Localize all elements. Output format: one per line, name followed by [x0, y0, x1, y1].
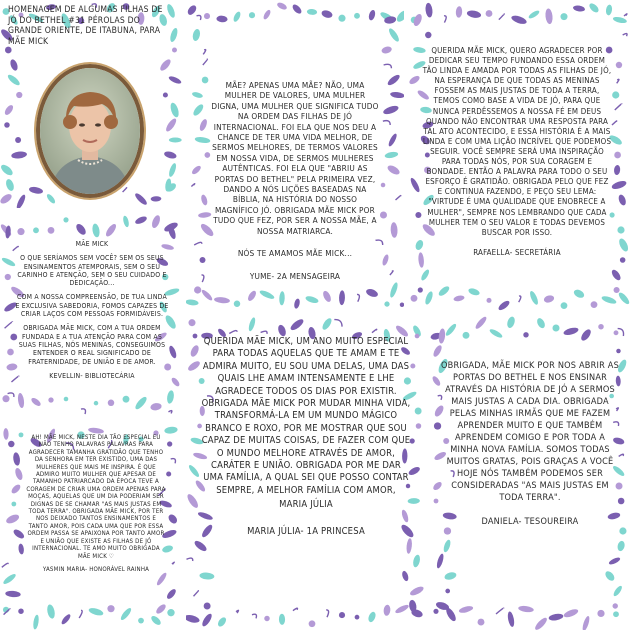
message-signature: DANIELA- TESOUREIRA	[481, 517, 579, 527]
message-kevellin	[14, 240, 170, 384]
message-daniela	[440, 360, 620, 532]
message-body-2: COM A NOSSA COMPREENSÃO, DE TUA LINDA E EXCLUSIVA SABEDORIA, FOMOS CAPAZES DE CRIAR LAÇOS COM PESSOAS FORMIDÁVEIS.	[15, 293, 169, 319]
panel-message-kevellin	[0, 212, 182, 420]
message-body: MÃE? APENAS UMA MÃE? NÃO, UMA MULHER DE VALORES, UMA MULHER DIGNA, UMA MULHER QUE SIGNIFICA TUDO NA ORDEM DAS FILHAS DE JÓ INTERNACIONAL. FOI ELA QUE NOS DEU A CHANCE DE TER UMA VIDA MELHOR, DE SERMOS MELHORES, DE TERMOS VALORES EM NOSSA VIDA, DE SERMOS MULHERES AUTÊNTICAS. FOI ELA QUE "ABRIU AS PORTAS DO BETHEL" PELA PRIMEIRA VEZ, DANDO A NÓS LIÇÕES BASEADAS NA BÍBLIA, NA HISTÓRIA DO NOSSO MAGNÍFICO JÓ. OBRIGADA MÃE MICK POR TUDO QUE FEZ, POR SER A NOSSA MÃE, A NOSSA MATRIARCA.	[211, 80, 379, 236]
message-body: QUERIDA MÃE MICK, UM ANO MUITO ESPECIAL PARA TODAS AQUELAS QUE TE AMAM E TE ADMIRA MUITO, EU SOU UMA DELAS, UMA DAS QUAIS LHE AMAM INTENSAMENTE E LHE AGRADECE TODOS OS DIAS POR EXISTIR. OBRIGADA MÃE MICK POR MUDAR MINHA VIDA, TRANSFORMÁ-LA EM UM MUNDO MÁGICO BRANCO E ROXO, POR ME MOSTRAR QUE SOU CAPAZ DE MUITAS COISAS, DE FAZER COM QUE O MUNDO MELHORE ATRAVÉS DE AMOR, CARÁTER E UNIÃO. OBRIGADA POR ME DAR UMA FAMÍLIA, A QUAL SEI QUE POSSO CONTAR SEMPRE, A MELHOR FAMÍLIA COM AMOR,	[201, 336, 411, 496]
panel-message-maria-julia	[186, 316, 426, 630]
message-body-3: OBRIGADA MÃE MICK, COM A TUA ORDEM FUNDADA E A TUA ATENÇÃO PARA COM AS SUAS FILHAS, NÓS MENINAS, CONSEGUIMOS ENTENDER O REAL SIGNIFICADO DE FRATERNIDADE, DE UNIÃO E DE AMOR.	[18, 324, 166, 366]
panel-title: HOMENAGEM DE ALGUMAS FILHAS DE JÓ DO BETHEL #31 PÉROLAS DO GRANDE ORIENTE, DE ITABUNA, PARA MÃE MICK	[8, 5, 163, 47]
message-body: OBRIGADA, MÃE MICK POR NOS ABRIR AS PORTAS DO BETHEL E NOS ENSINAR ATRAVÉS DA HISTÓRIA DE JÓ A SERMOS MAIS JUSTAS A CADA DIA. OBRIGADA PELAS MINHAS IRMÃS QUE ME FAZEM APRENDER MUITO E QUE TAMBÉM APRENDEM COMIGO E POR TODA A MINHA NOVA FAMÍLIA. SOMOS TODAS MUITOS GRATAS, POIS GRAÇAS A VOCÊ HOJE NÓS TAMBÉM PODEMOS SER CONSIDERADAS "AS MAIS JUSTAS EM TODA TERRA".	[441, 361, 619, 503]
message-signature: YASMIN MARIA- HONORÁVEL RAINHA	[42, 565, 150, 573]
panel-message-rafaella	[408, 0, 630, 312]
panel-message-daniela	[430, 316, 630, 630]
message-signature: YUME- 2A MENSAGEIRA	[249, 270, 341, 281]
message-closing: NÓS TE AMAMOS MÃE MICK...	[237, 248, 353, 259]
message-signature: MARIA JÚLIA- 1A PRINCESA	[247, 525, 365, 537]
message-body-1: O QUE SERÍAMOS SEM VOCÊ? SEM OS SEUS ENSINAMENTOS ATEMPORAIS, SEM O SEU CARINHO E ATENÇÃO, SEM O SEU CUIDADO E DEDICAÇÃO...	[17, 254, 167, 288]
message-signature: RAFAELLA- SECRETÁRIA	[473, 247, 561, 257]
panel-title-portrait	[0, 0, 182, 208]
panel-message-yasmin	[0, 424, 182, 630]
message-body: QUERIDA MÃE MICK, QUERO AGRADECER POR DEDICAR SEU TEMPO FUNDANDO ESSA ORDEM TÃO LINDA E AMADA POR TODAS AS FILHAS DE JÓ, NA ESPERANÇA DE QUE TODAS AS MENINAS FOSSEM AS MAIS JUSTAS DE TODA A TERRA, TEMOS COMO BASE A VIDA DE JÓ, PARA QUE NUNCA PERDÊSSEMOS A NOSSA FÉ EM DEUS QUANDO NÃO ENCONTRAR UMA RESPOSTA PARA TAL ATO ACONTECIDO, E ESSA HISTÓRIA É A MAIS LINDA E COM UMA LIÇÃO INCRÍVEL QUE PODEMOS SEGUIR. VOCÊ SEMPRE SERÁ UMA INSPIRAÇÃO PARA TODAS NÓS, POR SUA CORAGEM E BONDADE. ENTÃO A PALAVRA PARA TODO O SEU ESFORÇO É GRATIDÃO. OBRIGADA PELO QUE FEZ E CONTINUA FAZENDO, E PEÇO SEU LEMA: "VIRTUDE É UMA QUALIDADE QUE ENOBRECE A MULHER", SEMPRE NOS LEMBRANDO QUE CADA MULHER TEM O SEU VALOR E TODAS DEVEMOS BUSCAR POR ISSO.	[422, 46, 612, 237]
message-closing: MARIA JÚLIA	[279, 499, 333, 511]
message-greeting: MÃE MICK	[75, 240, 109, 248]
message-rafaella	[422, 46, 612, 262]
message-yume	[210, 80, 380, 285]
message-body: AH! MÃE MICK, NESTE DIA TÃO ESPECIAL EU NÃO TENHO PALAVRAS PALAVRAS PARA AGRADECER TAMANHA GRATIDÃO QUE TENHO DA SENHORA EM TER EXISTIDO, UMA DAS MULHERES QUE MAIS ME INSPIRA. É QUE ADMIRO MUITO MULHER QUE APESAR DE TAMANHO PATRIARCADO DA ÉPOCA TEVE A CORAGEM DE CRIAR UMA ORDEM APENAS PARA MOÇAS, AQUELAS QUE UM DIA PODERIAM SER DIGNAS DE SE CHAMAR "AS MAIS JUSTAS EM TODA TERRA". OBRIGADA MÃE MICK, POR TER NOS DEIXADO TANTOS ENSINAMENTOS E TANTO AMOR, POIS CADA UMA QUE POR ESSA ORDEM PASSA SE APAIXONA POR TANTO AMOR E UNIÃO QUE EXISTE AS FILHAS DE JÓ INTERNACIONAL. TE AMO MUITO OBRIGADA MÃE MICK ♡	[26, 434, 166, 560]
message-maria-julia	[200, 336, 412, 542]
portrait-photo-icon	[36, 64, 144, 198]
message-signature: KEVELLIN- BIBLIOTECÁRIA	[49, 371, 135, 380]
message-yasmin	[26, 434, 166, 577]
panel-message-yume	[186, 0, 404, 312]
